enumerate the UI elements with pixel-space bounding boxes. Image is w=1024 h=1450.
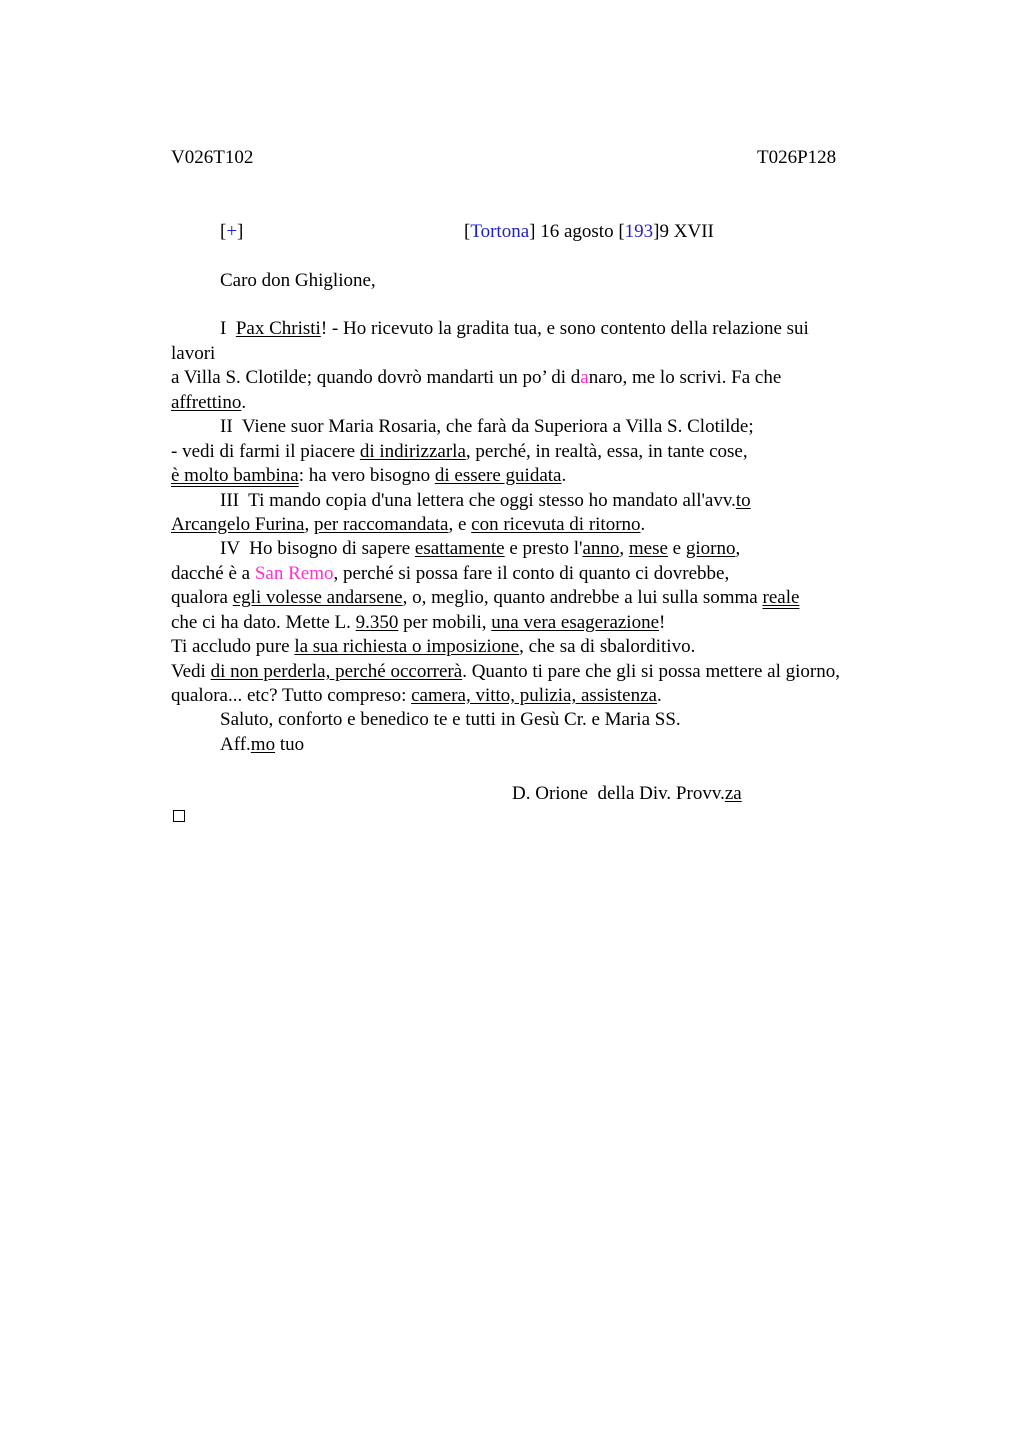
bracket-close: ] [529,221,536,242]
text-run: : ha vero bisogno [298,465,435,486]
para-4-line-7 [171,684,662,708]
para-1-line-4 [171,391,246,415]
text-double-underlined: reale [762,587,800,608]
header-right-code: T026P128 [757,147,837,168]
text-run: D. Orione della Div. Provv. [512,783,725,804]
text-underlined: con ricevuta di ritorno [471,514,641,535]
text-run: - vedi di farmi il piacere [171,441,360,462]
text-underlined: za [724,783,742,804]
bracket-close: ] [653,221,660,242]
text-run: , che sa di sbalorditivo. [519,636,696,657]
bracket-open: [ [220,221,227,242]
text-double-underlined: è molto bambina [171,465,299,486]
text-run: , [735,538,741,559]
signature [512,782,742,806]
text-underlined: una vera esagerazione [491,612,660,633]
text-run: Ho bisogno di sapere [249,538,415,559]
text-run: ! - Ho ricevuto la gradita tua, e sono contento della relazione sui [320,318,809,339]
header-left-code: V026T102 [171,147,254,168]
text-run: , [619,538,629,559]
correction-letter: a [580,367,589,388]
para-1-line-3 [171,366,781,390]
text-underlined: anno [582,538,620,559]
text-underlined: esattamente [414,538,505,559]
text-run: . [241,392,247,413]
cross-mark [220,220,243,244]
text-underlined: di non perderla, perché occorrerà [210,661,463,682]
place-name: Tortona [470,221,530,242]
text-run: , o, meglio, quanto andrebbe a lui sulla somma [402,587,763,608]
text-run: naro, me lo scrivi. Fa che [588,367,782,388]
text-run: che ci ha dato. Mette L. [171,612,356,633]
para-1-line-2: lavori [171,343,216,364]
text-run: Ti mando copia d'una lettera che oggi stesso ho mandato all'avv. [248,490,736,511]
text-run: . Quanto ti pare che gli si possa mettere al giorno, [462,661,840,682]
text-run: a Villa S. Clotilde; quando dovrò mandarti un po’ di d [171,367,581,388]
para-number: III [220,490,239,511]
text-underlined: egli volesse andarsene [232,587,403,608]
text-underlined: giorno [685,538,736,559]
year-bracketed: 193 [624,221,654,242]
text-run: qualora... etc? Tutto compreso: [171,685,412,706]
place-san-remo: San Remo [254,563,334,584]
date-text: 16 agosto [535,221,619,242]
para-4-line-4 [171,611,665,635]
bracket-open: [ [618,221,625,242]
text-run: qualora [171,587,233,608]
text-underlined: to [735,490,751,511]
closing-aff [220,733,304,757]
para-2-line-1 [220,415,754,439]
para-number: IV [220,538,240,559]
para-4-line-6 [171,660,840,684]
text-underlined: di essere guidata [434,465,562,486]
closing-greeting: Saluto, conforto e benedico te e tutti in Gesù Cr. e Maria SS. [220,709,681,730]
text-run: e presto l' [504,538,583,559]
text-underlined: mo [250,734,276,755]
text-run: . [640,514,646,535]
text-underlined: mese [628,538,668,559]
text-run: . [656,685,662,706]
year-tail: 9 XVII [659,221,714,242]
text-run: dacché è a [171,563,255,584]
text-run: Viene suor Maria Rosaria, che farà da Superiora a Villa S. Clotilde; [241,416,754,437]
para-number: II [220,416,233,437]
para-2-line-3 [171,464,566,488]
bracket-close: ] [237,221,244,242]
text-underlined: Arcangelo Furina [171,514,305,535]
para-4-line-1 [220,537,740,561]
text-run: Vedi [171,661,211,682]
para-3-line-2 [171,513,645,537]
para-4-line-3 [171,586,799,610]
bracket-open: [ [464,221,471,242]
text-run: . [561,465,567,486]
para-4-line-2 [171,562,729,586]
para-4-line-5 [171,635,695,659]
text-run: , e [448,514,472,535]
para-1-line-1 [220,317,809,341]
amount: 9.350 [355,612,399,633]
para-2-line-2 [171,440,748,464]
text-underlined: di indirizzarla [359,441,466,462]
text-run: , perché si possa fare il conto di quanto ci dovrebbe, [333,563,730,584]
text-run: , perché, in realtà, essa, in tante cose, [465,441,748,462]
text-run: e [667,538,686,559]
para-3-line-1 [220,489,751,513]
text-underlined: affrettino [171,392,242,413]
text-underlined: per raccomandata [313,514,449,535]
text-underlined: la sua richiesta o imposizione [294,636,520,657]
text-run: Ti accludo pure [171,636,295,657]
salutation: Caro don Ghiglione, [220,270,376,291]
text-underlined: camera, vitto, pulizia, assistenza [411,685,657,706]
pax-christi: Pax Christi [235,318,321,339]
para-number: I [220,318,227,339]
text-run: per mobili, [398,612,492,633]
text-run: , [304,514,314,535]
text-run: tuo [275,734,305,755]
end-marker-square [173,810,185,822]
cross-symbol: + [226,221,238,242]
dateline [464,220,714,244]
text-run: Aff. [220,734,251,755]
text-run: ! [659,612,666,633]
